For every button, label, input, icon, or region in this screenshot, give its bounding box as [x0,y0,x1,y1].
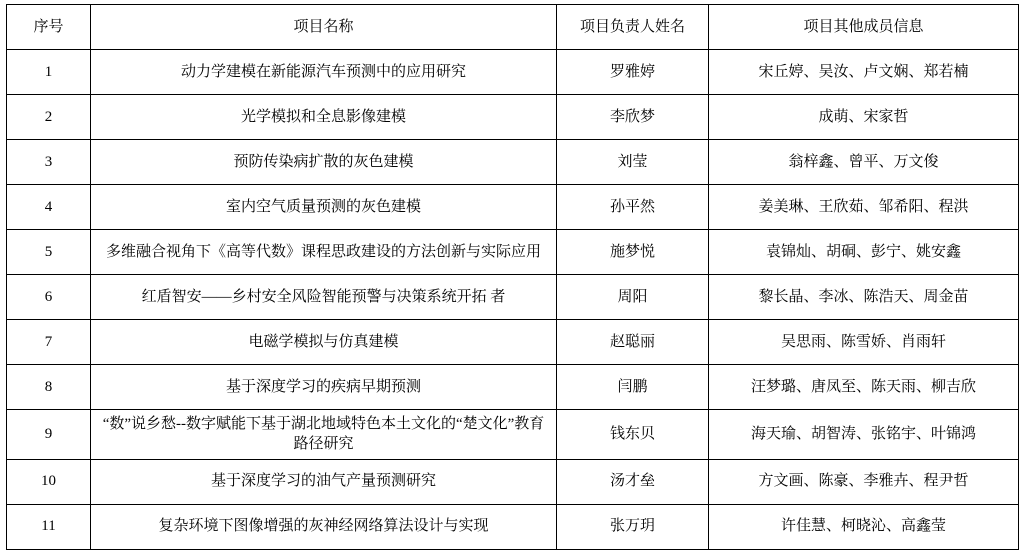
table-header-row [7,5,1019,50]
cell-project-name: “数”说乡愁--数字赋能下基于湖北地域特色本土文化的“楚文化”教育路径研究 [91,410,557,460]
cell-leader: 罗雅婷 [557,50,709,95]
cell-leader: 孙平然 [557,185,709,230]
table-row [7,320,1019,365]
project-table [6,4,1019,550]
cell-project-name: 红盾智安——乡村安全风险智能预警与决策系统开拓 者 [91,275,557,320]
table-body [7,50,1019,550]
cell-members: 许佳慧、柯晓沁、高鑫莹 [709,504,1019,549]
table-row [7,50,1019,95]
cell-index: 5 [7,230,91,275]
cell-index: 9 [7,410,91,460]
cell-index: 7 [7,320,91,365]
table-row [7,459,1019,504]
cell-members: 姜美琳、王欣茹、邹希阳、程洪 [709,185,1019,230]
cell-leader: 施梦悦 [557,230,709,275]
column-header-members: 项目其他成员信息 [709,5,1019,50]
cell-leader: 周阳 [557,275,709,320]
column-header-index: 序号 [7,5,91,50]
cell-leader: 汤才垒 [557,459,709,504]
cell-project-name: 动力学建模在新能源汽车预测中的应用研究 [91,50,557,95]
cell-members: 海天瑜、胡智涛、张铭宇、叶锦鸿 [709,410,1019,460]
cell-index: 2 [7,95,91,140]
column-header-leader: 项目负责人姓名 [557,5,709,50]
column-header-project-name: 项目名称 [91,5,557,50]
cell-leader: 赵聪丽 [557,320,709,365]
cell-project-name: 光学模拟和全息影像建模 [91,95,557,140]
table-row [7,95,1019,140]
cell-members: 宋丘婷、吴汝、卢文娴、郑若楠 [709,50,1019,95]
table-header [7,5,1019,50]
table-row [7,230,1019,275]
cell-project-name: 室内空气质量预测的灰色建模 [91,185,557,230]
cell-index: 11 [7,504,91,549]
cell-leader: 张万玥 [557,504,709,549]
cell-index: 1 [7,50,91,95]
cell-members: 方文画、陈豪、李雅卉、程尹哲 [709,459,1019,504]
cell-project-name: 电磁学模拟与仿真建模 [91,320,557,365]
cell-index: 4 [7,185,91,230]
cell-project-name: 基于深度学习的疾病早期预测 [91,365,557,410]
table-row [7,275,1019,320]
cell-members: 袁锦灿、胡硐、彭宁、姚安鑫 [709,230,1019,275]
cell-members: 汪梦璐、唐凤至、陈天雨、柳吉欣 [709,365,1019,410]
table-row [7,185,1019,230]
table-row [7,504,1019,549]
cell-index: 10 [7,459,91,504]
cell-project-name: 预防传染病扩散的灰色建模 [91,140,557,185]
cell-index: 8 [7,365,91,410]
cell-leader: 闫鹏 [557,365,709,410]
cell-members: 黎长晶、李冰、陈浩天、周金苗 [709,275,1019,320]
cell-members: 吴思雨、陈雪娇、肖雨轩 [709,320,1019,365]
cell-project-name: 基于深度学习的油气产量预测研究 [91,459,557,504]
cell-project-name: 多维融合视角下《高等代数》课程思政建设的方法创新与实际应用 [91,230,557,275]
cell-leader: 刘莹 [557,140,709,185]
cell-leader: 李欣梦 [557,95,709,140]
table-row [7,140,1019,185]
cell-leader: 钱东贝 [557,410,709,460]
cell-index: 3 [7,140,91,185]
table-row [7,365,1019,410]
cell-members: 翁梓鑫、曾平、万文俊 [709,140,1019,185]
cell-index: 6 [7,275,91,320]
cell-members: 成萌、宋家哲 [709,95,1019,140]
cell-project-name: 复杂环境下图像增强的灰神经网络算法设计与实现 [91,504,557,549]
table-row [7,410,1019,460]
